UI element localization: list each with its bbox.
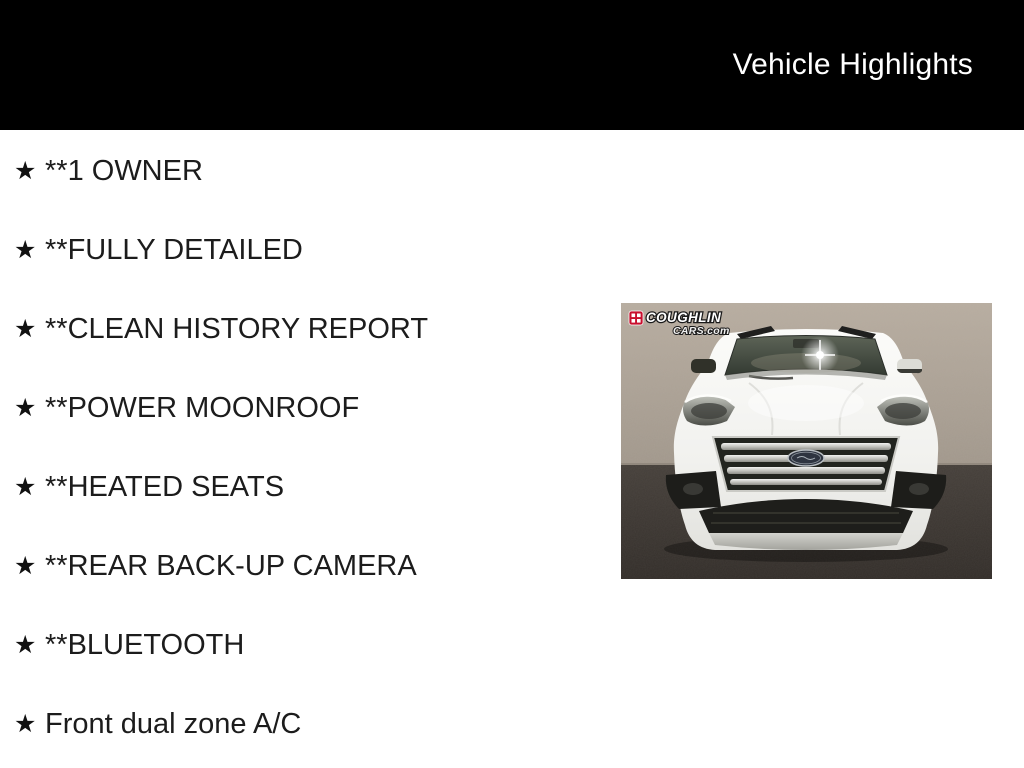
list-item <box>0 369 620 448</box>
star-bullet-icon: ★ <box>14 473 37 501</box>
page-title: Vehicle Highlights <box>732 48 973 81</box>
list-item <box>0 685 620 764</box>
vehicle-photo-illustration <box>621 303 992 579</box>
watermark-line1: COUGHLIN <box>646 310 722 325</box>
star-bullet-icon: ★ <box>14 394 37 422</box>
header-bar <box>0 0 1024 130</box>
list-item <box>0 606 620 685</box>
side-mirror-left <box>691 359 716 373</box>
highlights-list <box>0 130 620 764</box>
highlight-text: **HEATED SEATS <box>45 471 285 503</box>
fog-light-left <box>666 471 721 509</box>
highlight-text: **1 OWNER <box>45 155 203 187</box>
star-bullet-icon: ★ <box>14 236 37 264</box>
list-item <box>0 448 620 527</box>
fog-light-right <box>891 471 946 509</box>
list-item <box>0 290 620 369</box>
highlight-text: **CLEAN HISTORY REPORT <box>45 313 429 345</box>
front-grille <box>713 437 899 491</box>
highlight-text: **BLUETOOTH <box>45 629 245 661</box>
star-bullet-icon: ★ <box>14 315 37 343</box>
star-bullet-icon: ★ <box>14 157 37 185</box>
watermark-line2: CARS.com <box>673 325 730 337</box>
dealer-logo-icon <box>629 311 643 325</box>
star-bullet-icon: ★ <box>14 552 37 580</box>
list-item <box>0 211 620 290</box>
star-bullet-icon: ★ <box>14 631 37 659</box>
highlight-text: **POWER MOONROOF <box>45 392 360 424</box>
list-item <box>0 527 620 606</box>
highlight-text: **FULLY DETAILED <box>45 234 303 266</box>
vehicle-photo <box>621 303 992 579</box>
highlight-text: Front dual zone A/C <box>45 708 302 740</box>
star-bullet-icon: ★ <box>14 710 37 738</box>
ford-badge <box>788 450 824 466</box>
highlight-text: **REAR BACK-UP CAMERA <box>45 550 417 582</box>
list-item <box>0 132 620 211</box>
